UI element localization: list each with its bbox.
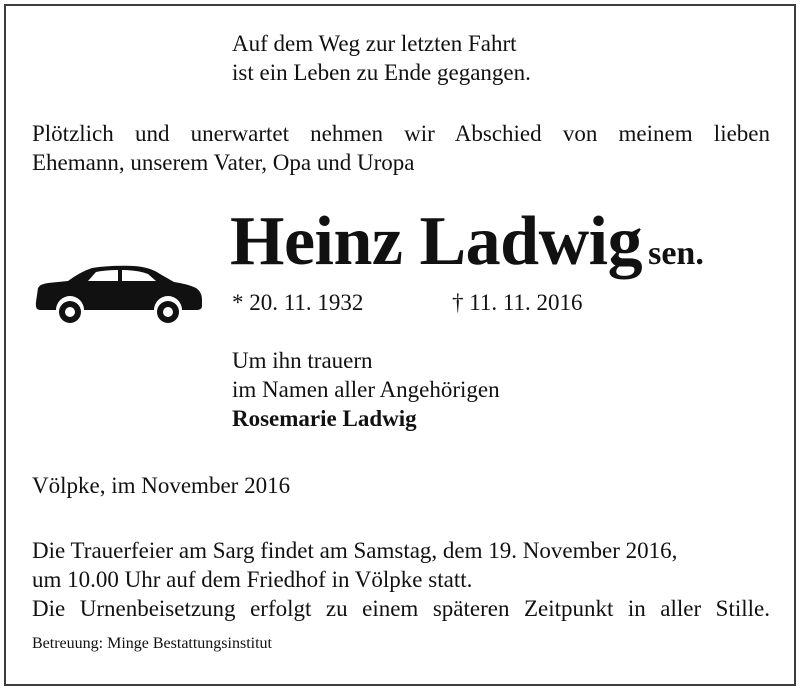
mourners-line-1: Um ihn trauern: [232, 348, 373, 373]
mourner-name: Rosemarie Ladwig: [232, 406, 417, 431]
birth-date: * 20. 11. 1932: [232, 290, 364, 315]
death-date: † 11. 11. 2016: [452, 290, 583, 315]
ceremony-line-3: Die Urnenbeisetzung erfolgt zu einem späteren Zeitpunkt in aller Stille.: [32, 596, 770, 621]
motto-line-1: Auf dem Weg zur letzten Fahrt: [232, 31, 517, 56]
intro-text: [32, 119, 770, 177]
funeral-home-credit: Betreuung: Minge Bestattungsinstitut: [32, 635, 272, 652]
mourners-block: [232, 346, 500, 433]
intro-line-1: Plötzlich und unerwartet nehmen wir Abschied von meinem lieben: [32, 121, 770, 146]
deceased-name: [230, 204, 704, 292]
ceremony-info: [32, 536, 770, 623]
deceased-full-name: Heinz Ladwig: [230, 203, 643, 280]
deceased-name-suffix: sen.: [648, 235, 704, 272]
intro-line-2: Ehemann, unserem Vater, Opa und Uropa: [32, 150, 415, 175]
motto-line-2: ist ein Leben zu Ende gegangen.: [232, 60, 531, 85]
mourners-line-2: im Namen aller Angehörigen: [232, 377, 500, 402]
motto-verse: [232, 29, 531, 87]
ceremony-line-2: um 10.00 Uhr auf dem Friedhof in Völpke statt.: [32, 567, 473, 592]
car-icon: [30, 262, 206, 326]
place-date: Völpke, im November 2016: [32, 473, 291, 498]
ceremony-line-1: Die Trauerfeier am Sarg findet am Samstag, dem 19. November 2016,: [32, 538, 678, 563]
